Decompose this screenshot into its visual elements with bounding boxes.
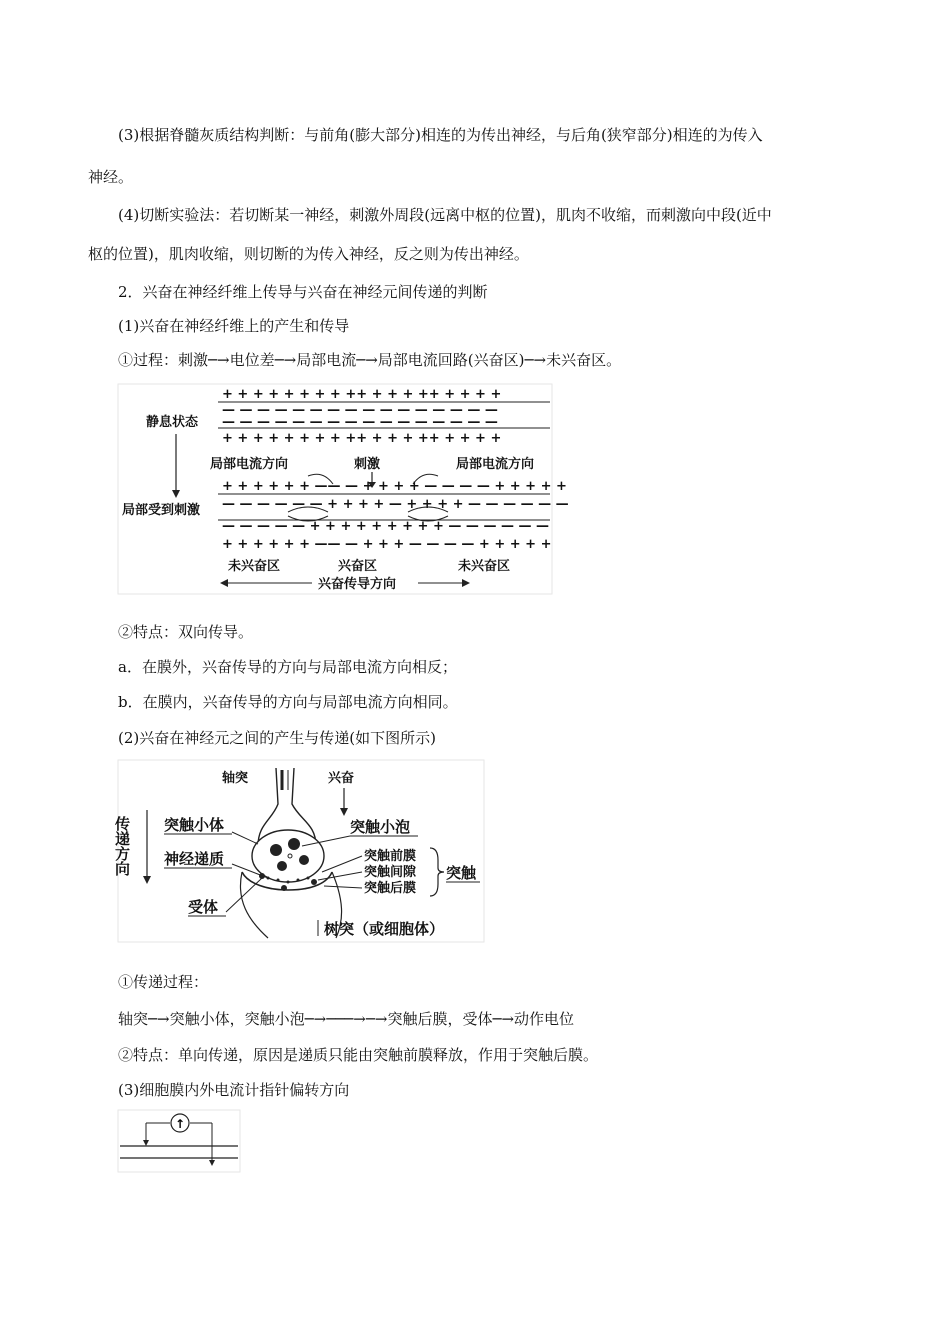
resting-outer-bottom-charges: + + + + + + + + ++ + + + ++ + + + +	[222, 431, 502, 446]
label-synaptic-cleft: 突触间隙	[364, 865, 417, 880]
label-axon: 轴突	[222, 771, 249, 786]
figure-1-svg	[118, 384, 569, 594]
figure-nerve-fiber-conduction	[118, 384, 569, 594]
section-2-2-title: (2)兴奋在神经元之间的产生与传递(如下图所示)	[118, 729, 436, 747]
feature-2: ②特点：单向传递，原因是递质只能由突触前膜释放，作用于突触后膜。	[118, 1046, 599, 1064]
resting-inner-bottom-charges: — — — — — — — — — — — — — — — —	[222, 415, 498, 430]
label-stimulus: 刺激	[354, 457, 381, 472]
label-conduction-direction: 兴奋传导方向	[318, 577, 397, 592]
label-presynaptic-membrane: 突触前膜	[364, 849, 417, 864]
stimulated-inner-bottom-charges: — — — — — + + + + + + + + + — — — — — —	[222, 519, 550, 534]
label-synaptic-knob: 突触小体	[164, 816, 225, 834]
label-unexcited-left: 未兴奋区	[228, 559, 281, 574]
resting-inner-top-charges: — — — — — — — — — — — — — — — —	[222, 403, 498, 418]
label-excited: 兴奋区	[338, 559, 378, 574]
stimulated-outer-top-charges: + + + + + + —— — + + + + — — — — + + + + +	[222, 479, 567, 494]
label-synapse: 突触	[446, 864, 477, 882]
label-resting-state: 静息状态	[146, 415, 199, 430]
label-local-stimulated: 局部受到刺激	[122, 503, 201, 518]
process-2-title: ①传递过程：	[118, 973, 209, 991]
stimulated-outer-bottom-charges: + + + + + + —— — + + + — — — — + + + + +	[222, 537, 552, 552]
galvanometer-needle: ↑	[175, 1117, 186, 1131]
paragraph-3-line-1: (3)根据脊髓灰质结构判断：与前角(膨大部分)相连的为传出神经，与后角(狭窄部分)相连的为传入	[118, 126, 763, 144]
label-local-current-right: 局部电流方向	[456, 457, 535, 472]
label-transmission-direction: 传递方向	[113, 816, 131, 876]
feature-a: a．在膜外，兴奋传导的方向与局部电流方向相反；	[118, 658, 457, 676]
label-receptor: 受体	[188, 898, 219, 916]
label-synaptic-vesicle: 突触小泡	[350, 818, 411, 836]
label-unexcited-right: 未兴奋区	[458, 559, 511, 574]
process-1: ①过程：刺激─→电位差─→局部电流─→局部电流回路(兴奋区)─→未兴奋区。	[118, 351, 622, 369]
figure-2-svg	[113, 760, 484, 942]
section-2-3-title: (3)细胞膜内外电流计指针偏转方向	[118, 1081, 350, 1099]
label-dendrite: 树突（或细胞体）	[324, 920, 445, 938]
label-local-current-left: 局部电流方向	[210, 457, 289, 472]
figure-synapse	[113, 760, 484, 942]
label-excitation: 兴奋	[328, 771, 355, 786]
paragraph-4-line-1: (4)切断实验法：若切断某一神经，刺激外周段(远离中枢的位置)，肌肉不收缩，而刺激向中段(近中	[118, 206, 772, 224]
feature-1: ②特点：双向传导。	[118, 623, 254, 641]
label-neurotransmitter: 神经递质	[164, 850, 225, 868]
stimulated-inner-top-charges: — — — — — — + + + + — + + + + — — — — — —	[222, 497, 569, 512]
section-2-title: 2．兴奋在神经纤维上传导与兴奋在神经元间传递的判断	[118, 283, 488, 301]
process-2: 轴突─→突触小体，突触小泡─→───→─→突触后膜，受体─→动作电位	[118, 1010, 575, 1028]
paragraph-4-line-2: 枢的位置)，肌肉收缩，则切断的为传入神经，反之则为传出神经。	[88, 245, 529, 263]
resting-outer-top-charges: + + + + + + + + ++ + + + ++ + + + +	[222, 387, 502, 402]
label-postsynaptic-membrane: 突触后膜	[364, 881, 417, 896]
paragraph-3-line-2: 神经。	[88, 168, 134, 186]
section-2-1-title: (1)兴奋在神经纤维上的产生和传导	[118, 317, 350, 335]
figure-galvanometer	[118, 1110, 240, 1172]
feature-b: b．在膜内，兴奋传导的方向与局部电流方向相同。	[118, 693, 458, 711]
figure-3-svg	[118, 1110, 240, 1172]
